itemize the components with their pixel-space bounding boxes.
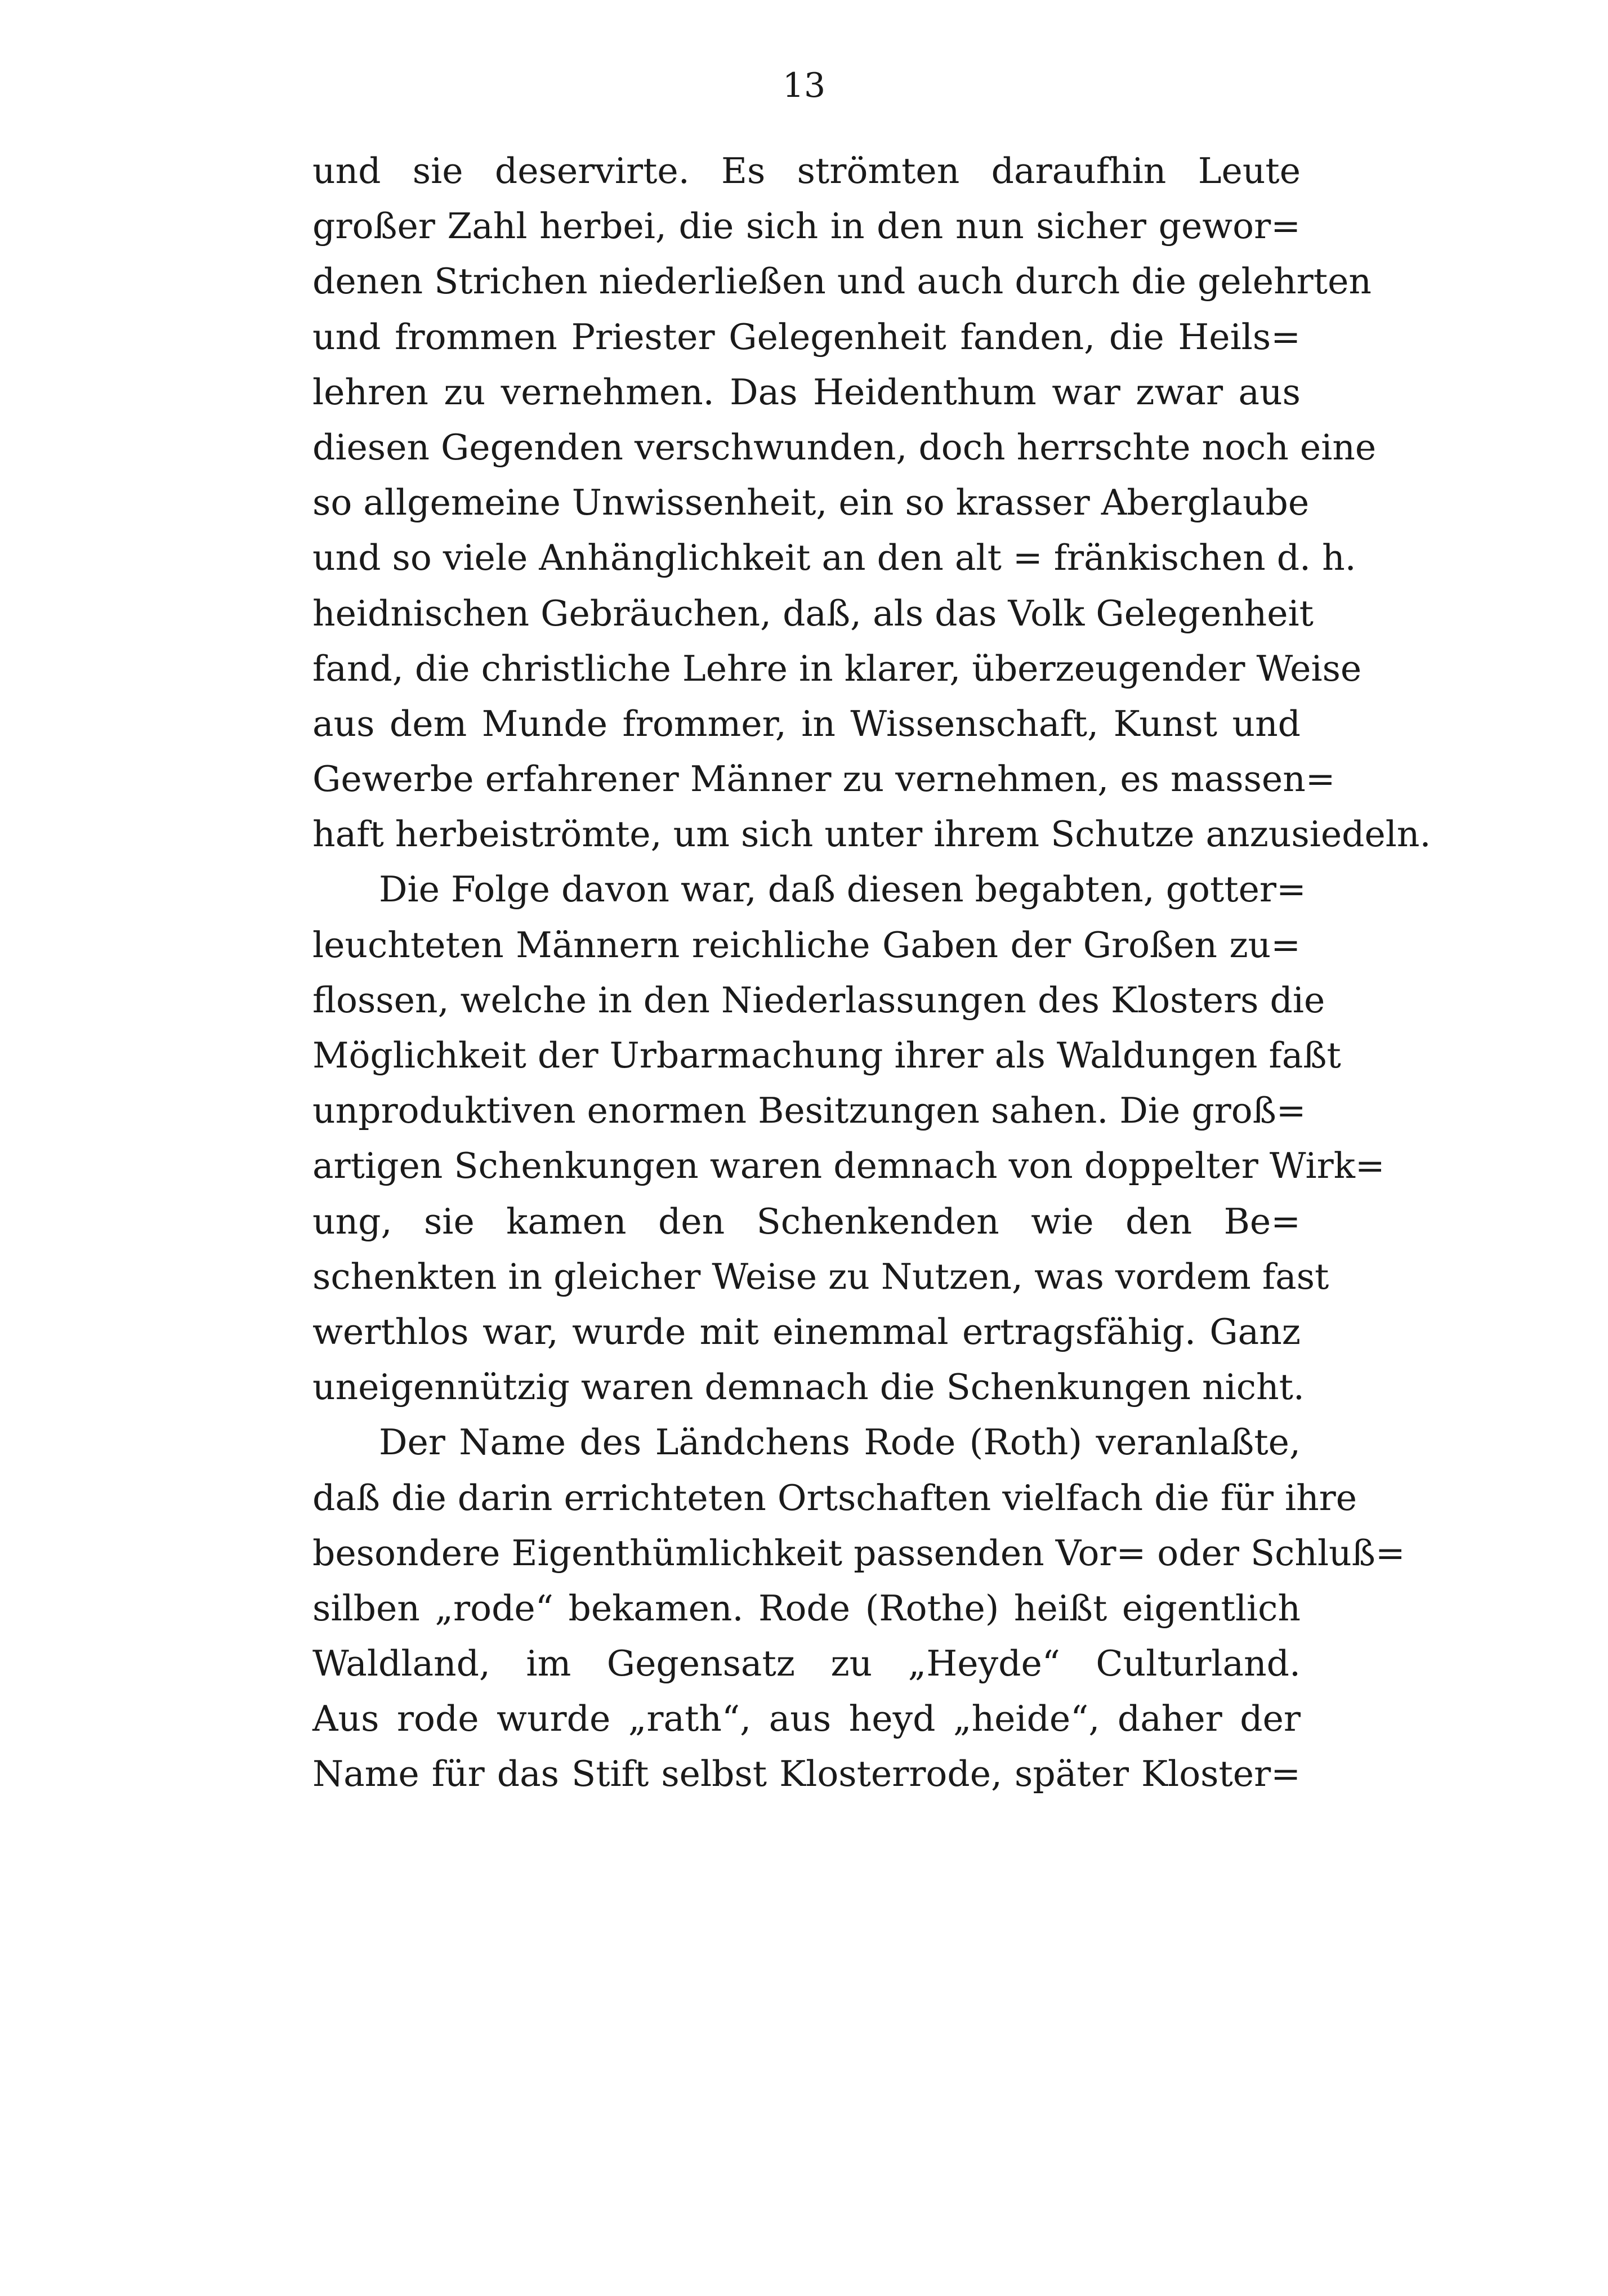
text-line: werthlos war, wurde mit einemmal ertragsfähig. Ganz <box>312 1311 1301 1352</box>
text-line: leuchteten Männern reichliche Gaben der Großen zu= <box>312 924 1301 966</box>
text-line: heidnischen Gebräuchen, daß, als das Volk Gelegenheit <box>312 592 1314 634</box>
text-line: Möglichkeit der Urbarmachung ihrer als Waldungen faßt <box>312 1035 1341 1076</box>
text-line: großer Zahl herbei, die sich in den nun sicher gewor= <box>312 206 1301 247</box>
text-line: daß die darin errichteten Ortschaften vielfach die für ihre <box>312 1477 1357 1518</box>
paragraph-1 <box>312 144 1431 862</box>
paragraph-2 <box>312 862 1385 1415</box>
text-line: uneigennützig waren demnach die Schenkungen nicht. <box>312 1366 1305 1408</box>
text-line: denen Strichen niederließen und auch durch die gelehrten <box>312 261 1372 302</box>
text-line: lehren zu vernehmen. Das Heidenthum war zwar aus <box>312 371 1301 413</box>
body-text <box>312 144 1431 1802</box>
text-line: diesen Gegenden verschwunden, doch herrschte noch eine <box>312 426 1377 468</box>
text-line: Aus rode wurde „rath“, aus heyd „heide“, daher der <box>312 1698 1301 1740</box>
page-number: 13 <box>782 66 826 105</box>
text-line: besondere Eigenthümlichkeit passenden Vor= oder Schluß= <box>312 1532 1405 1574</box>
text-line: Name für das Stift selbst Klosterrode, später Kloster= <box>312 1753 1301 1795</box>
text-line: Waldland, im Gegensatz zu „Heyde“ Culturland. <box>312 1643 1301 1685</box>
text-line: und sie deservirte. Es strömten daraufhin Leute <box>312 150 1301 191</box>
text-line: Der Name des Ländchens Rode (Roth) veranlaßte, <box>379 1422 1301 1463</box>
text-line: ung, sie kamen den Schenkenden wie den Be= <box>312 1200 1301 1242</box>
text-line: artigen Schenkungen waren demnach von doppelter Wirk= <box>312 1145 1385 1187</box>
text-line: und so viele Anhänglichkeit an den alt = fränkischen d. h. <box>312 537 1356 579</box>
text-line: aus dem Munde frommer, in Wissenschaft, Kunst und <box>312 703 1301 744</box>
text-line: haft herbeiströmte, um sich unter ihrem Schutze anzusiedeln. <box>312 814 1431 855</box>
text-line: flossen, welche in den Niederlassungen des Klosters die <box>312 979 1325 1021</box>
text-line: unproduktiven enormen Besitzungen sahen. Die groß= <box>312 1090 1306 1132</box>
paragraph-3 <box>312 1415 1405 1802</box>
text-line: Gewerbe erfahrener Männer zu vernehmen, es massen= <box>312 758 1335 800</box>
text-line: und frommen Priester Gelegenheit fanden, die Heils= <box>312 316 1301 358</box>
text-line: silben „rode“ bekamen. Rode (Rothe) heißt eigentlich <box>312 1587 1301 1629</box>
text-line: so allgemeine Unwissenheit, ein so krasser Aberglaube <box>312 482 1310 524</box>
text-line: fand, die christliche Lehre in klarer, überzeugender Weise <box>312 647 1362 689</box>
text-line: schenkten in gleicher Weise zu Nutzen, was vordem fast <box>312 1256 1329 1297</box>
text-line: Die Folge davon war, daß diesen begabten, gotter= <box>379 869 1306 910</box>
